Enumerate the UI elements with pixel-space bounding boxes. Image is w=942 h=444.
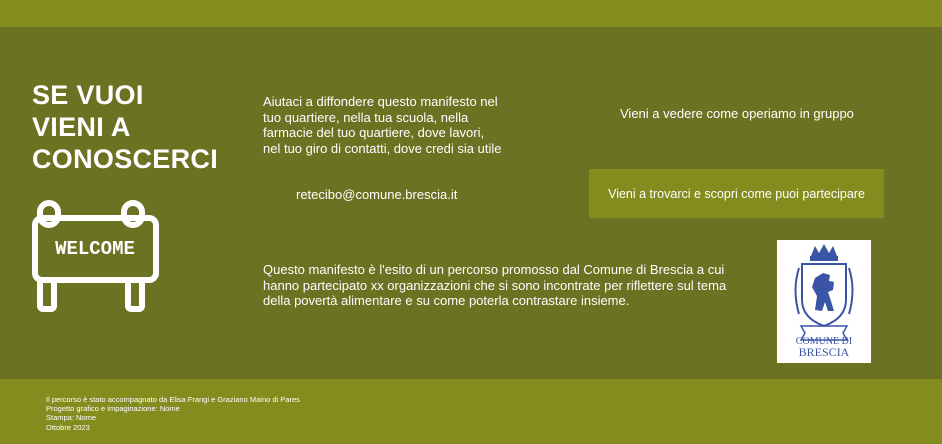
top-band [0, 0, 942, 27]
credits-line-4: Ottobre 2023 [46, 422, 90, 432]
contact-email[interactable]: retecibo@comune.brescia.it [296, 187, 458, 202]
welcome-sign-icon [30, 198, 166, 314]
logo-line-1: COMUNE DI [795, 336, 853, 347]
headline-line-1: SE VUOI [32, 80, 144, 110]
page-headline [32, 79, 218, 175]
headline-line-3: CONOSCERCI [32, 144, 219, 174]
comune-di-brescia-crest-icon [777, 240, 871, 363]
share-manifesto-text: Aiutaci a diffondere questo manifesto nel tuo quartiere, nella tua scuola, nella farmacie del tuo quartiere, dove lavori, nel tuo giro di contatti, dove credi sia utile [263, 94, 502, 156]
sign-text: WELCOME [55, 238, 135, 260]
about-manifesto-text: Questo manifesto è l'esito di un percorso promosso dal Comune di Brescia a cui hanno partecipato xx organizzazioni che si sono incontrate per riflettere sul tema della povertà alimentare e su come poterla contrastare insieme. [263, 262, 727, 308]
visit-us-button[interactable]: Vieni a trovarci e scopri come puoi partecipare [589, 169, 884, 218]
credits-line-3: Stampa: Nome [46, 413, 97, 423]
headline-line-2: VIENI A [32, 112, 131, 142]
logo-line-2: BRESCIA [798, 345, 850, 359]
comune-di-brescia-logo [777, 240, 871, 363]
credits [46, 395, 300, 432]
credits-line-1: Il percorso è stato accompagnato da Elisa Frangi e Graziano Maino di Pares [46, 395, 300, 404]
group-invite-text: Vieni a vedere come operiamo in gruppo [620, 106, 854, 121]
credits-line-2: Progetto grafico e impaginazione: Nome [46, 404, 180, 414]
